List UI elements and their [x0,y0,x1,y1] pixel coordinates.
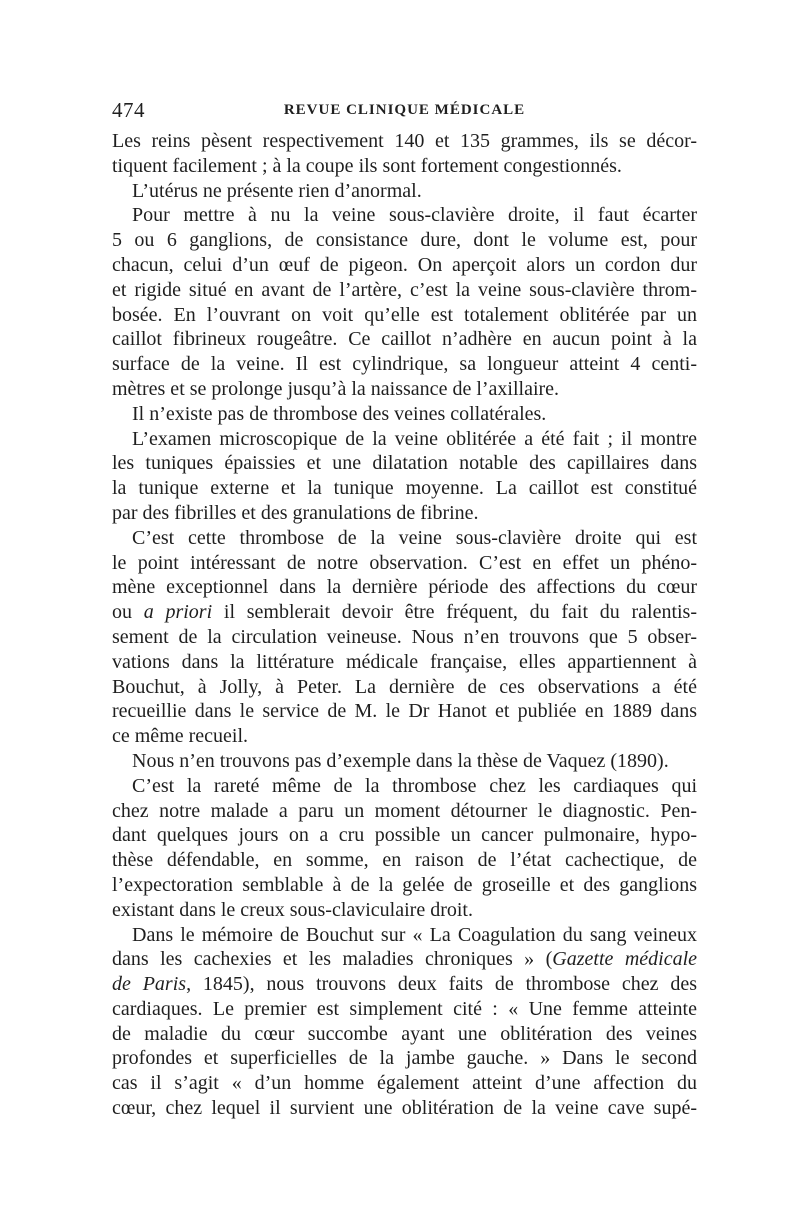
text-line: chacun, celui d’un œuf de pigeon. On aperçoit alors un cordon dur [112,253,697,276]
text-line: existant dans le creux sous-claviculaire droit. [112,898,473,921]
text-line: mène exceptionnel dans la dernière période des affections du cœur [112,576,697,599]
italic-phrase: de Paris [112,973,187,996]
text-line: recueillie dans le service de M. le Dr Hanot et publiée en 1889 dans [112,700,697,723]
text-line: sement de la circulation veineuse. Nous n’en trouvons que 5 obser- [112,625,697,648]
running-title: REVUE CLINIQUE MÉDICALE [283,102,526,118]
text-line: vations dans la littérature médicale française, elles appartiennent à [112,650,697,673]
text-line: L’utérus ne présente rien d’anormal. [132,179,422,202]
text-line: tiquent facilement ; à la coupe ils sont fortement congestionnés. [112,154,622,177]
text-line: 5 ou 6 ganglions, de consistance dure, dont le volume est, pour [112,229,697,252]
text-line: C’est cette thrombose de la veine sous-clavière droite qui est [132,526,697,549]
text-line: Les reins pèsent respectivement 140 et 135 grammes, ils se décor- [112,130,697,152]
text-line: profondes et superficielles de la jambe gauche. » Dans le second [112,1047,697,1070]
text-line: mètres et se prolonge jusqu’à la naissance de l’axillaire. [112,377,560,400]
italic-phrase: a priori [143,601,213,624]
text-line: cas il s’agit « d’un homme également atteint d’une affection du [112,1072,697,1095]
page-header [112,96,697,126]
body-text [112,129,697,1121]
text-line: l’expectoration semblable à de la gelée de groseille et des ganglions [112,873,697,896]
text-line: Nous n’en trouvons pas d’exemple dans la thèse de Vaquez (1890). [132,749,669,772]
text-line: Dans le mémoire de Bouchut sur « La Coagulation du sang veineux [132,923,697,946]
text-line: le point intéressant de notre observation. C’est en effet un phéno- [112,551,697,574]
text-line-italic: de Paris, 1845), nous trouvons deux faits de thrombose chez des [112,973,697,996]
text-line: Bouchut, à Jolly, à Peter. La dernière de ces observations a été [112,675,697,698]
text-line: thèse défendable, en somme, en raison de l’état cachectique, de [112,849,697,872]
text-line: les tuniques épaissies et une dilatation notable des capillaires dans [112,452,697,475]
text-line: par des fibrilles et des granulations de fibrine. [112,501,479,524]
italic-phrase: Gazette médicale [552,948,698,971]
text-line-italic: ou a priori il semblerait devoir être fréquent, du fait du ralentis- [112,601,698,624]
text-line-italic: dans les cachexies et les maladies chroniques » (Gazette médicale [112,948,698,971]
page-number: 474 [112,98,145,122]
text-line: de maladie du cœur succombe ayant une oblitération des veines [112,1022,697,1045]
text-line: cardiaques. Le premier est simplement cité : « Une femme atteinte [112,997,697,1020]
text-line: C’est la rareté même de la thrombose chez les cardiaques qui [132,774,697,797]
text-line: chez notre malade a paru un moment détourner le diagnostic. Pen- [112,799,697,822]
text-line: ce même recueil. [112,725,249,748]
text-line: et rigide situé en avant de l’artère, c’est la veine sous-clavière throm- [112,278,697,301]
text-line: Pour mettre à nu la veine sous-clavière droite, il faut écarter [132,204,697,227]
text-line: Il n’existe pas de thrombose des veines collatérales. [132,402,547,425]
text-line: cœur, chez lequel il survient une oblitération de la veine cave supé- [112,1097,697,1120]
text-line: surface de la veine. Il est cylindrique, sa longueur atteint 4 centi- [112,353,697,376]
text-line: caillot fibrineux rougeâtre. Ce caillot n’adhère en aucun point à la [112,328,697,351]
text-line: bosée. En l’ouvrant on voit qu’elle est totalement oblitérée par un [112,303,697,326]
text-line: dant quelques jours on a cru possible un cancer pulmonaire, hypo- [112,824,697,847]
text-line: L’examen microscopique de la veine oblitérée a été fait ; il montre [132,427,697,450]
text-line: la tunique externe et la tunique moyenne. La caillot est constitué [112,477,697,500]
